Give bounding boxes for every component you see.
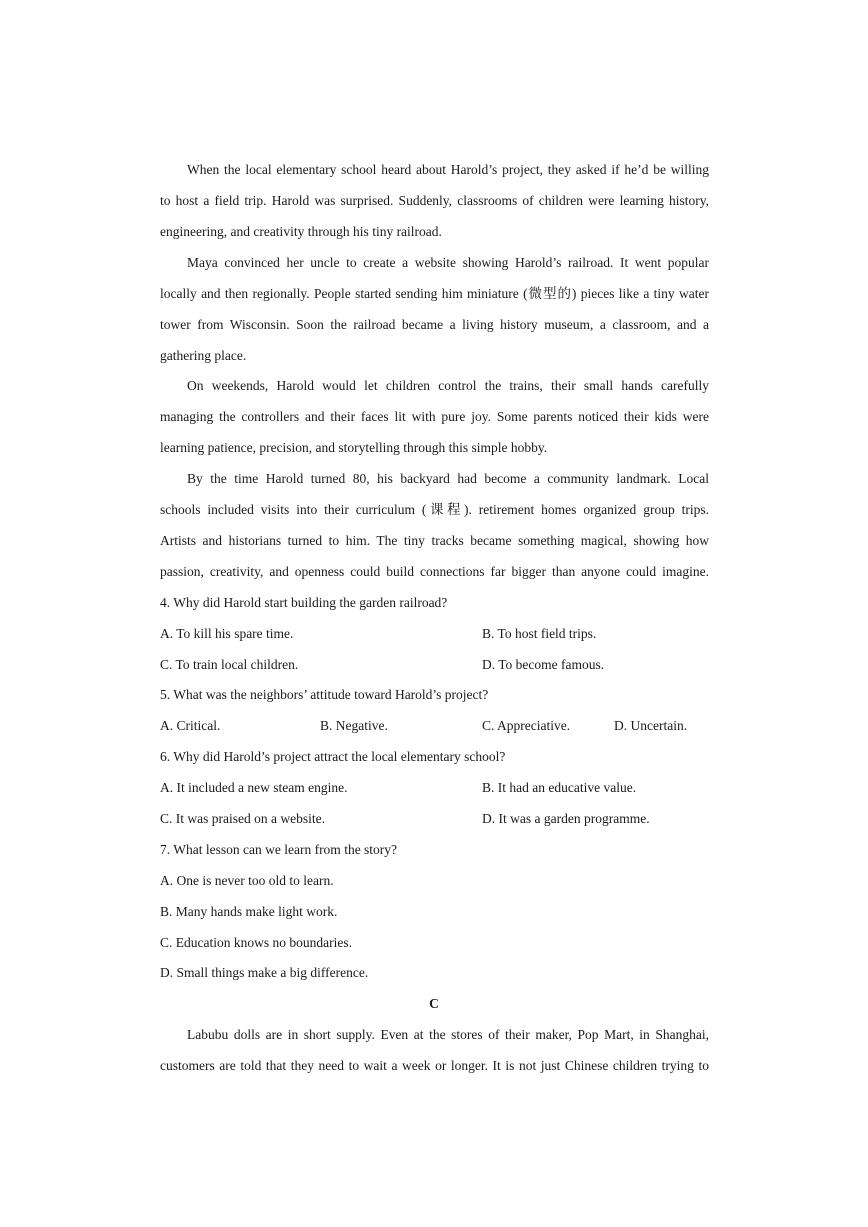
passage-b-p1-line2: to host a field trip. Harold was surprised. Suddenly, classrooms of children were learning history, — [160, 193, 709, 208]
question-5-stem: 5. What was the neighbors’ attitude toward Harold’s project? — [160, 687, 489, 702]
question-7-option-d: D. Small things make a big difference. — [160, 965, 369, 980]
passage-b-p3-line2: managing the controllers and their faces lit with pure joy. Some parents noticed their kids were — [160, 409, 709, 424]
question-5-option-a: A. Critical. — [160, 718, 221, 733]
question-6-option-a: A. It included a new steam engine. — [160, 780, 348, 795]
question-6-option-b: B. It had an educative value. — [482, 780, 637, 795]
question-4-option-d: D. To become famous. — [482, 657, 605, 672]
question-6-option-c: C. It was praised on a website. — [160, 811, 325, 826]
question-6-stem: 6. Why did Harold’s project attract the local elementary school? — [160, 749, 506, 764]
question-6-option-d: D. It was a garden programme. — [482, 811, 650, 826]
question-5-option-d: D. Uncertain. — [614, 718, 688, 733]
passage-b-p4-line4: passion, creativity, and openness could build connections far bigger than anyone could imagine. — [160, 564, 709, 579]
passage-b-p3-line1: On weekends, Harold would let children control the trains, their small hands carefully — [187, 378, 709, 393]
passage-b-p3-line3: learning patience, precision, and storytelling through this simple hobby. — [160, 440, 548, 455]
passage-b-p2-line3: tower from Wisconsin. Soon the railroad became a living history museum, a classroom, and a — [160, 317, 709, 332]
question-7-option-a: A. One is never too old to learn. — [160, 873, 334, 888]
passage-b-p1-line3: engineering, and creativity through his tiny railroad. — [160, 224, 442, 239]
passage-b-p1-line1: When the local elementary school heard about Harold’s project, they asked if he’d be willing — [187, 162, 709, 177]
question-4-stem: 4. Why did Harold start building the garden railroad? — [160, 595, 448, 610]
section-c-p1-line2: customers are told that they need to wait a week or longer. It is not just Chinese children trying to — [160, 1058, 709, 1073]
question-5-option-b: B. Negative. — [320, 718, 388, 733]
question-4-option-a: A. To kill his spare time. — [160, 626, 294, 641]
passage-b-p2-line1: Maya convinced her uncle to create a website showing Harold’s railroad. It went popular — [187, 255, 709, 270]
question-7-option-c: C. Education knows no boundaries. — [160, 935, 352, 950]
passage-b-p4-line2: schools included visits into their curriculum (课程). retirement homes organized group trips. — [160, 502, 709, 517]
question-4-option-c: C. To train local children. — [160, 657, 299, 672]
passage-b-p2-line4: gathering place. — [160, 348, 247, 363]
passage-b-p4-line3: Artists and historians turned to him. The tiny tracks became something magical, showing how — [160, 533, 709, 548]
section-c-p1-line1: Labubu dolls are in short supply. Even at the stores of their maker, Pop Mart, in Shanghai, — [187, 1027, 709, 1042]
passage-b-p2-line2: locally and then regionally. People started sending him miniature (微型的) pieces like a tiny water — [160, 286, 709, 301]
question-4-option-b: B. To host field trips. — [482, 626, 597, 641]
section-c-heading: C — [429, 996, 439, 1011]
question-7-option-b: B. Many hands make light work. — [160, 904, 338, 919]
question-7-stem: 7. What lesson can we learn from the story? — [160, 842, 398, 857]
passage-b-p4-line1: By the time Harold turned 80, his backyard had become a community landmark. Local — [187, 471, 709, 486]
question-5-option-c: C. Appreciative. — [482, 718, 571, 733]
